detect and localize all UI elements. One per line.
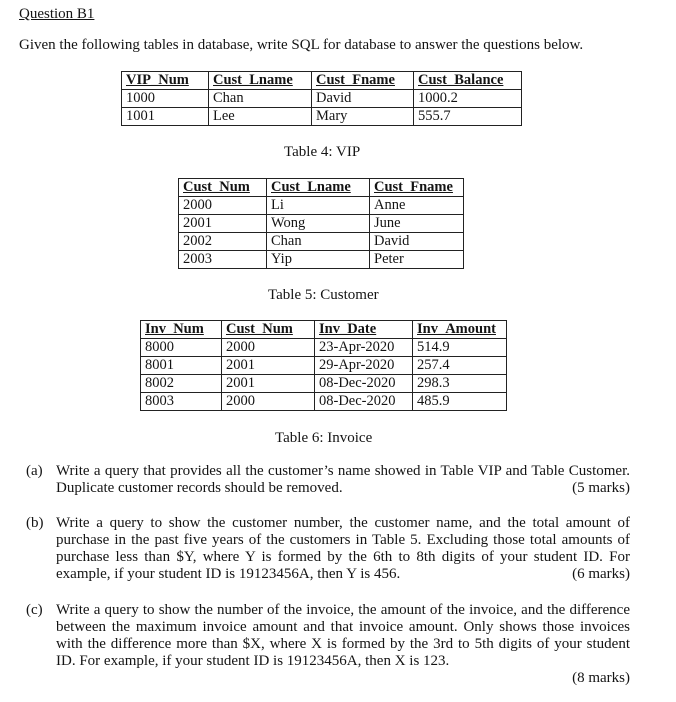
question-text: Write a query to show the number of the invoice, the amount of the invoice, and the difference between the maximum invoice amount and that invoice amount. Only shows those invoices with the difference more than $X, where X is formed by the 3rd to 5th digits of your student ID. For example, if your student ID is 19123456A, then X is 123. <box>56 602 630 669</box>
table-cell: 2000 <box>179 197 267 215</box>
column-header: Cust_Fname <box>312 72 414 90</box>
table-cell: 8000 <box>141 339 222 357</box>
intro-text: Given the following tables in database, write SQL for database to answer the questions below. <box>19 37 584 53</box>
vip-table <box>121 71 522 126</box>
marks-label: (5 marks) <box>572 480 630 496</box>
question-heading: Question B1 <box>19 6 95 22</box>
column-header: Inv_Date <box>315 321 413 339</box>
invoice-table-caption: Table 6: Invoice <box>275 430 373 446</box>
question-text: Write a query to show the customer number, the customer name, and the total amount of purchase in the past five years of the customers in Table 5. Excluding those total amounts of purchase less than $Y, where Y is formed by the 6th to 8th digits of your student ID. For example, if your student ID is 19123456A, then Y is 456. <box>56 515 630 582</box>
table-cell: 29-Apr-2020 <box>315 357 413 375</box>
table-cell: 2000 <box>222 393 315 411</box>
table-cell: 2002 <box>179 233 267 251</box>
vip-table-caption: Table 4: VIP <box>284 144 361 160</box>
marks-label: (6 marks) <box>572 566 630 582</box>
marks-label: (8 marks) <box>572 670 630 686</box>
table-cell: Chan <box>209 90 312 108</box>
table-row <box>179 233 464 251</box>
question-label: (a) <box>26 463 43 479</box>
table-cell: 8003 <box>141 393 222 411</box>
column-header: Cust_Num <box>222 321 315 339</box>
table-cell: 08-Dec-2020 <box>315 375 413 393</box>
question-c <box>26 602 630 687</box>
table-cell: 1000.2 <box>414 90 522 108</box>
table-cell: 1001 <box>122 108 209 126</box>
table-cell: 8001 <box>141 357 222 375</box>
table-cell: 23-Apr-2020 <box>315 339 413 357</box>
table-cell: June <box>370 215 464 233</box>
table-row <box>141 393 507 411</box>
table-cell: Chan <box>267 233 370 251</box>
question-text: Write a query that provides all the customer’s name showed in Table VIP and Table Customer. Duplicate customer records should be removed. <box>56 463 630 496</box>
table-header-row <box>141 321 507 339</box>
table-cell: 1000 <box>122 90 209 108</box>
table-row <box>122 90 522 108</box>
table-cell: David <box>312 90 414 108</box>
column-header: Cust_Lname <box>209 72 312 90</box>
table-cell: 298.3 <box>413 375 507 393</box>
table-row <box>141 357 507 375</box>
table-row <box>141 339 507 357</box>
table-row <box>179 215 464 233</box>
column-header: Inv_Amount <box>413 321 507 339</box>
table-cell: Lee <box>209 108 312 126</box>
table-row <box>179 251 464 269</box>
table-cell: Mary <box>312 108 414 126</box>
table-cell: Peter <box>370 251 464 269</box>
table-cell: Li <box>267 197 370 215</box>
table-cell: 485.9 <box>413 393 507 411</box>
table-cell: 2001 <box>222 375 315 393</box>
column-header: VIP_Num <box>122 72 209 90</box>
table-cell: 2001 <box>222 357 315 375</box>
column-header: Cust_Fname <box>370 179 464 197</box>
customer-table <box>178 178 464 269</box>
table-row <box>141 375 507 393</box>
customer-table-caption: Table 5: Customer <box>268 287 379 303</box>
table-row <box>122 108 522 126</box>
question-label: (b) <box>26 515 44 531</box>
table-cell: 2000 <box>222 339 315 357</box>
table-cell: David <box>370 233 464 251</box>
table-cell: Yip <box>267 251 370 269</box>
table-cell: 555.7 <box>414 108 522 126</box>
table-cell: Wong <box>267 215 370 233</box>
column-header: Cust_Num <box>179 179 267 197</box>
table-cell: 514.9 <box>413 339 507 357</box>
column-header: Cust_Balance <box>414 72 522 90</box>
table-cell: 8002 <box>141 375 222 393</box>
table-row <box>179 197 464 215</box>
table-header-row <box>122 72 522 90</box>
column-header: Inv_Num <box>141 321 222 339</box>
table-cell: Anne <box>370 197 464 215</box>
table-cell: 2001 <box>179 215 267 233</box>
question-a <box>26 463 630 497</box>
table-cell: 2003 <box>179 251 267 269</box>
question-b <box>26 515 630 583</box>
column-header: Cust_Lname <box>267 179 370 197</box>
table-cell: 08-Dec-2020 <box>315 393 413 411</box>
table-header-row <box>179 179 464 197</box>
question-label: (c) <box>26 602 43 618</box>
invoice-table <box>140 320 507 411</box>
table-cell: 257.4 <box>413 357 507 375</box>
